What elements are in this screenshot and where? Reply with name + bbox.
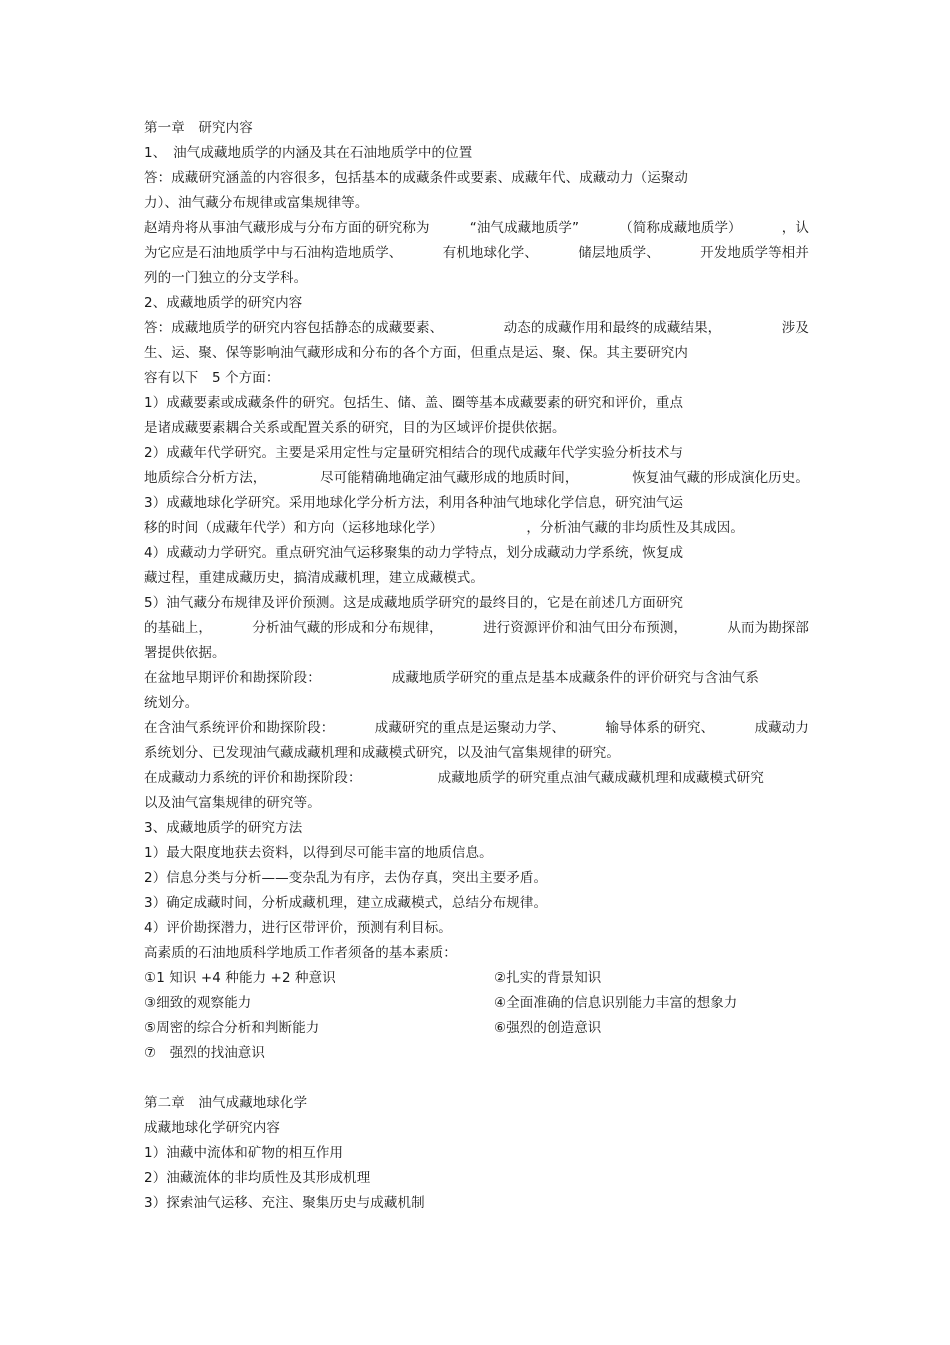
chapter-2-subtitle: 成藏地球化学研究内容 [144, 1120, 280, 1136]
stage-1-line-1 [144, 668, 759, 688]
item-4-line-2: 藏过程，重建成藏历史，搞清成藏机理，建立成藏模式。 [144, 570, 484, 586]
stage-2-line-2: 系统划分、已发现油气藏成藏机理和成藏模式研究，以及油气富集规律的研究。 [144, 745, 620, 761]
item-1-line-1: 1）成藏要素或成藏条件的研究。包括生、储、盖、圈等基本成藏要素的研究和评价，重点 [144, 395, 684, 411]
text-span: 在成藏动力系统的评价和勘探阶段： [144, 770, 362, 786]
method-2: 2）信息分类与分析——变杂乱为有序，去伪存真，突出主要矛盾。 [144, 870, 548, 886]
stage-3-line-2: 以及油气富集规律的研究等。 [144, 795, 321, 811]
text-span: ，认 [781, 220, 809, 236]
text-span: 成藏研究的重点是运聚动力学、 [374, 720, 566, 736]
method-4: 4）评价勘探潜力，进行区带评价，预测有利目标。 [144, 920, 452, 936]
answer-1-line-3 [144, 218, 809, 238]
text-span: 成藏地质学研究的重点是基本成藏条件的评价研究与含油气系 [391, 670, 759, 686]
text-span: 涉及 [781, 320, 809, 336]
answer-2-line-2: 生、运、聚、保等影响油气藏形成和分布的各个方面，但重点是运、聚、保。其主要研究内 [144, 345, 688, 361]
text-span: 储层地质学、 [578, 245, 660, 261]
text-span: 成藏动力 [754, 720, 809, 736]
text-span: “油气成藏地质学” [469, 220, 580, 236]
quality-row-3 [144, 1018, 809, 1038]
question-2-heading: 2、成藏地质学的研究内容 [144, 295, 303, 311]
method-1: 1）最大限度地获去资料，以得到尽可能丰富的地质信息。 [144, 845, 493, 861]
text-span: 开发地质学等相并 [700, 245, 809, 261]
text-span: 尽可能精确地确定油气藏形成的地质时间， [320, 470, 579, 486]
text-span: 输导体系的研究、 [605, 720, 715, 736]
content-1: 1）油藏中流体和矿物的相互作用 [144, 1145, 344, 1161]
item-1-line-2: 是诸成藏要素耦合关系或配置关系的研究，目的为区域评价提供依据。 [144, 420, 566, 436]
quality-row-1 [144, 968, 809, 988]
content-3: 3）探索油气运移、充注、聚集历史与成藏机制 [144, 1195, 425, 1211]
text-span: 恢复油气藏的形成演化历史。 [632, 470, 809, 486]
text-span: 从而为勘探部 [727, 620, 809, 636]
answer-2-line-3: 容有以下 5 个方面： [144, 370, 280, 386]
text-span: ，分析油气藏的非均质性及其成因。 [526, 520, 744, 536]
quality-4: ④全面准确的信息识别能力丰富的想象力 [494, 995, 738, 1011]
text-span: 有机地球化学、 [442, 245, 538, 261]
answer-1-line-5: 列的一门独立的分支学科。 [144, 270, 308, 286]
answer-1-line-1: 答：成藏研究涵盖的内容很多，包括基本的成藏条件或要素、成藏年代、成藏动力（运聚动 [144, 170, 688, 186]
chapter-2-title: 第二章 油气成藏地球化学 [144, 1095, 308, 1111]
question-1-heading: 1、 油气成藏地质学的内涵及其在石油地质学中的位置 [144, 145, 473, 161]
quality-5: ⑤周密的综合分析和判断能力 [144, 1020, 320, 1036]
stage-2-line-1 [144, 718, 809, 738]
text-span: 移的时间（成藏年代学）和方向（运移地球化学） [144, 520, 444, 536]
answer-2-line-1 [144, 318, 809, 338]
stage-1-line-2: 统划分。 [144, 695, 199, 711]
text-span: 地质综合分析方法， [144, 470, 267, 486]
quality-row-2 [144, 993, 809, 1013]
chapter-1-title: 第一章 研究内容 [144, 120, 253, 136]
item-5-line-2 [144, 618, 809, 638]
text-span: 的基础上， [144, 620, 212, 636]
item-4-line-1: 4）成藏动力学研究。重点研究油气运移聚集的动力学特点，划分成藏动力学系统，恢复成 [144, 545, 684, 561]
quality-intro: 高素质的石油地质科学地质工作者须备的基本素质： [144, 945, 457, 961]
answer-1-line-2: 力）、油气藏分布规律或富集规律等。 [144, 195, 369, 211]
text-span: 在含油气系统评价和勘探阶段： [144, 720, 335, 736]
quality-3: ③细致的观察能力 [144, 995, 252, 1011]
item-2-line-2 [144, 468, 809, 488]
item-3-line-2 [144, 518, 744, 538]
content-2: 2）油藏流体的非均质性及其形成机理 [144, 1170, 371, 1186]
item-2-line-1: 2）成藏年代学研究。主要是采用定性与定量研究相结合的现代成藏年代学实验分析技术与 [144, 445, 684, 461]
text-span: 在盆地早期评价和勘探阶段： [144, 670, 321, 686]
item-3-line-1: 3）成藏地球化学研究。采用地球化学分析方法，利用各种油气地球化学信息，研究油气运 [144, 495, 684, 511]
text-span: 进行资源评价和油气田分布预测， [483, 620, 688, 636]
text-span: 成藏地质学的研究重点油气藏成藏机理和成藏模式研究 [437, 770, 764, 786]
text-span: 赵靖舟将从事油气藏形成与分布方面的研究称为 [144, 220, 430, 236]
quality-6: ⑥强烈的创造意识 [494, 1020, 602, 1036]
item-5-line-1: 5）油气藏分布规律及评价预测。这是成藏地质学研究的最终目的，它是在前述几方面研究 [144, 595, 684, 611]
answer-1-line-4 [144, 243, 809, 263]
method-3: 3）确定成藏时间，分析成藏机理，建立成藏模式，总结分布规律。 [144, 895, 548, 911]
text-span: 动态的成藏作用和最终的成藏结果， [503, 320, 722, 336]
text-span: 答：成藏地质学的研究内容包括静态的成藏要素、 [144, 320, 444, 336]
quality-row-4: ⑦ 强烈的找油意识 [144, 1045, 266, 1061]
quality-2: ②扎实的背景知识 [494, 970, 602, 986]
quality-1: ①1 知识 +4 种能力 +2 种意识 [144, 970, 336, 986]
question-3-heading: 3、成藏地质学的研究方法 [144, 820, 303, 836]
stage-3-line-1 [144, 768, 764, 788]
text-span: 分析油气藏的形成和分布规律， [252, 620, 443, 636]
text-span: 为它应是石油地质学中与石油构造地质学、 [144, 245, 403, 261]
item-5-line-3: 署提供依据。 [144, 645, 226, 661]
text-span: （简称成藏地质学） [619, 220, 742, 236]
